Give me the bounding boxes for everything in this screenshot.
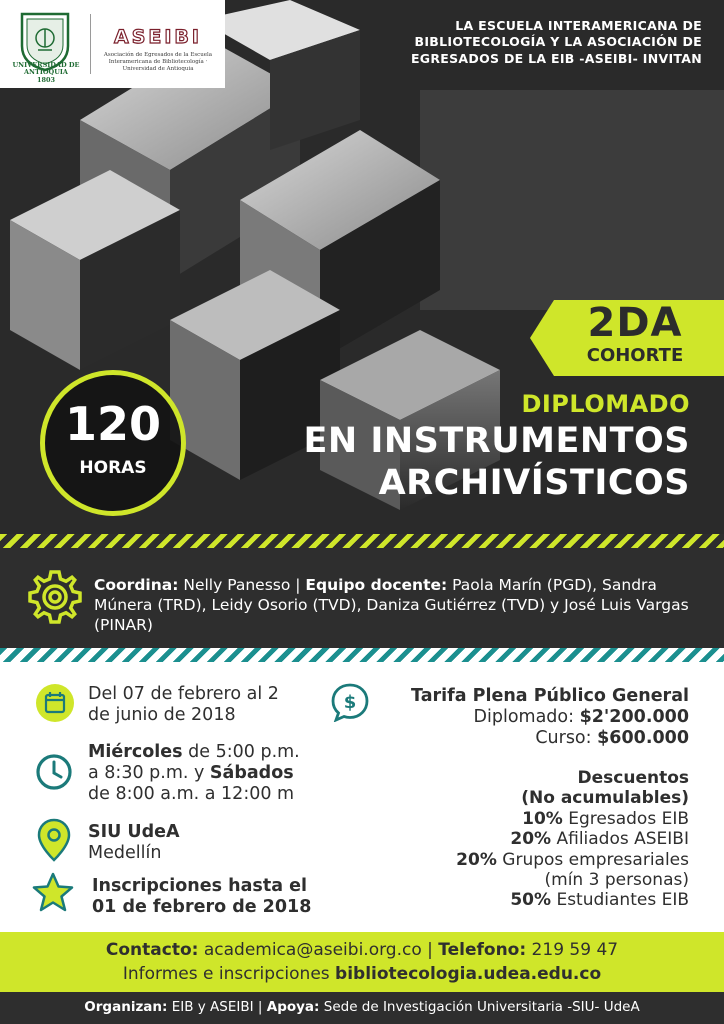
team-band [0,548,724,648]
day2: Sábados [209,763,294,783]
contact-email[interactable]: academica@aseibi.org.co | [198,940,439,960]
university-name-text: UNIVERSIDAD DE ANTIOQUIA [12,61,80,77]
dates-line2: de junio de 2018 [88,705,236,725]
cohort-label: COHORTE [586,345,684,366]
cohort-badge [530,300,724,376]
time1: de 5:00 p.m. [182,742,300,762]
program-title-line2: ARCHIVÍSTICOS [378,463,690,503]
program-title-line1: EN INSTRUMENTOS [303,421,690,461]
dates-text [88,684,279,726]
discount-text: Egresados EIB [562,808,689,829]
dollar-chat-icon [330,682,370,722]
schedule-text [88,742,300,805]
calendar-icon [36,684,74,722]
deadline-line2: 01 de febrero de 2018 [92,897,312,917]
organizers-bar [0,992,724,1024]
team-names: Paola Marín (PGD), Sandra Múnera (TRD), Leidy Osorio (TVD), Daniza Gutiérrez (TVD) y José Luis Vargas (PINAR) [94,576,689,635]
support-label: Apoya: [266,999,320,1015]
discount-text: Estudiantes EIB [551,890,689,911]
decorative-stripe-top [0,534,724,548]
discounts-block [359,768,689,911]
discount-pct: 50% [510,890,552,911]
team-description [94,575,704,635]
contact-label: Contacto: [105,940,199,960]
discount-pct: 10% [522,808,563,829]
support-name: Sede de Investigación Universitaria -SIU- UdeA [319,999,640,1015]
discount-item [359,870,689,890]
university-name [10,62,82,84]
deadline-line1: Inscripciones hasta el [92,876,307,896]
invitation-text: LA ESCUELA INTERAMERICANA DE BIBLIOTECOLOGÍA Y LA ASOCIACIÓN DE EGRESADOS DE LA EIB -ASEIBI- INVITAN [410,18,702,66]
time2: de 8:00 a.m. a 12:00 m [88,784,295,804]
phone-number: 219 59 47 [526,940,619,960]
hours-number: 120 [64,397,162,451]
hours-label: HORAS [79,458,147,478]
info-line [0,964,724,984]
organizers-names: EIB y ASEIBI | [167,999,267,1015]
contact-line [0,940,724,960]
discounts-subheading: (No acumulables) [521,788,689,809]
discount-item [359,809,689,829]
info-text: Informes e inscripciones [122,964,336,984]
program-type: DIPLOMADO [521,390,690,418]
program-title [270,420,690,504]
phone-label: Telefono: [438,940,527,960]
dates-line1: Del 07 de febrero al 2 [88,684,279,704]
svg-text:$: $ [343,692,357,713]
place-line1: SIU UdeA [88,822,180,842]
contact-footer [0,932,724,992]
pricing-block [369,686,689,749]
discount-item [359,829,689,849]
course-label: Curso: [535,728,598,748]
coordinator-label: Coordina: [94,576,179,594]
discount-pct: 20% [510,829,552,850]
discount-text: (mín 3 personas) [544,869,689,890]
organizers-text [0,999,724,1015]
pricing-heading: Tarifa Plena Público General [411,686,689,706]
gear-icon [26,568,84,626]
hours-badge [40,370,186,516]
location-pin-icon [36,818,72,862]
clock-icon [34,752,74,792]
location-text [88,822,180,864]
course-price: $600.000 [597,728,689,748]
coordinator-name: Nelly Panesso | [178,576,306,594]
discount-pct: 20% [456,849,497,870]
logo-divider [90,14,91,74]
organizers-label: Organizan: [84,999,168,1015]
logos-panel [0,0,225,88]
discount-item [359,850,689,870]
day1: Miércoles [88,742,183,762]
star-icon [32,872,74,912]
team-label: Equipo docente: [305,576,448,594]
aseibi-tagline: Asociación de Egresados de la Escuela Interamericana de Bibliotecología · Universidad de Antioquia [103,52,213,72]
cohort-number: 2DA [587,300,683,346]
time1b: a 8:30 p.m. y [88,763,210,783]
university-year: 1803 [36,75,56,84]
discount-text: Grupos empresariales [496,849,689,870]
discount-item [359,890,689,910]
info-url[interactable]: bibliotecologia.udea.edu.co [335,964,602,984]
discount-text: Afiliados ASEIBI [551,829,689,850]
aseibi-logo: ASEIBI [114,26,202,48]
diploma-label: Diplomado: [473,707,580,727]
diploma-price: $2'200.000 [579,707,689,727]
deadline-text [92,876,311,918]
decorative-stripe-bottom [0,648,724,662]
place-line2: Medellín [88,843,162,863]
discounts-heading: Descuentos [577,768,689,788]
